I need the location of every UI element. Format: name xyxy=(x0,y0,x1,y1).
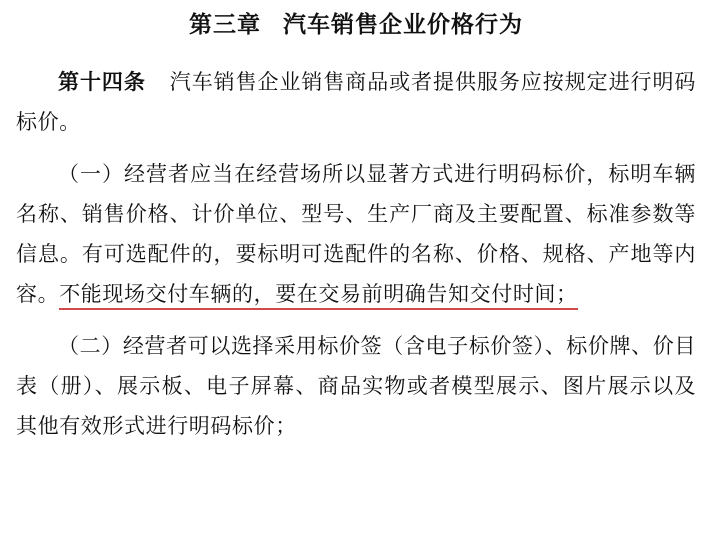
item-one-marker: （一） xyxy=(58,162,125,186)
article-label: 第十四条 xyxy=(58,70,146,94)
item-one-paragraph xyxy=(16,154,696,314)
chapter-heading xyxy=(16,8,696,42)
item-one-underlined-text-cont: 时间； xyxy=(513,282,578,310)
document-page xyxy=(0,8,712,558)
item-one-underlined-text: 不能现场交付车辆的，要在交易前明确告知交付 xyxy=(59,282,513,310)
item-two-paragraph xyxy=(16,326,696,446)
chapter-title-text: 汽车销售企业价格行为 xyxy=(283,12,523,38)
item-two-text: 经营者可以选择采用标价签（含电子标价签）、标价牌、价目表（册）、展示板、电子屏幕、商品实物或者模型展示、图片展示以及其他有效形式进行明码标价； xyxy=(16,334,696,438)
item-two-marker: （二） xyxy=(58,334,123,358)
chapter-number: 第三章 xyxy=(189,12,261,38)
article-paragraph xyxy=(16,62,696,142)
document-body xyxy=(16,62,696,446)
article-text: 汽车销售企业销售商品或者提供服务应按规定进行明码标价。 xyxy=(16,70,696,134)
item-one-text: 经营者应当在经营场所以显著方式进行明码标价，标明车辆名称、销售价格、计价单位、型号、生产厂商及主要配置、标准参数等信息。有可选配件的，要标明可选配件的名称、价格、规格、产地等内容。 xyxy=(16,162,696,306)
